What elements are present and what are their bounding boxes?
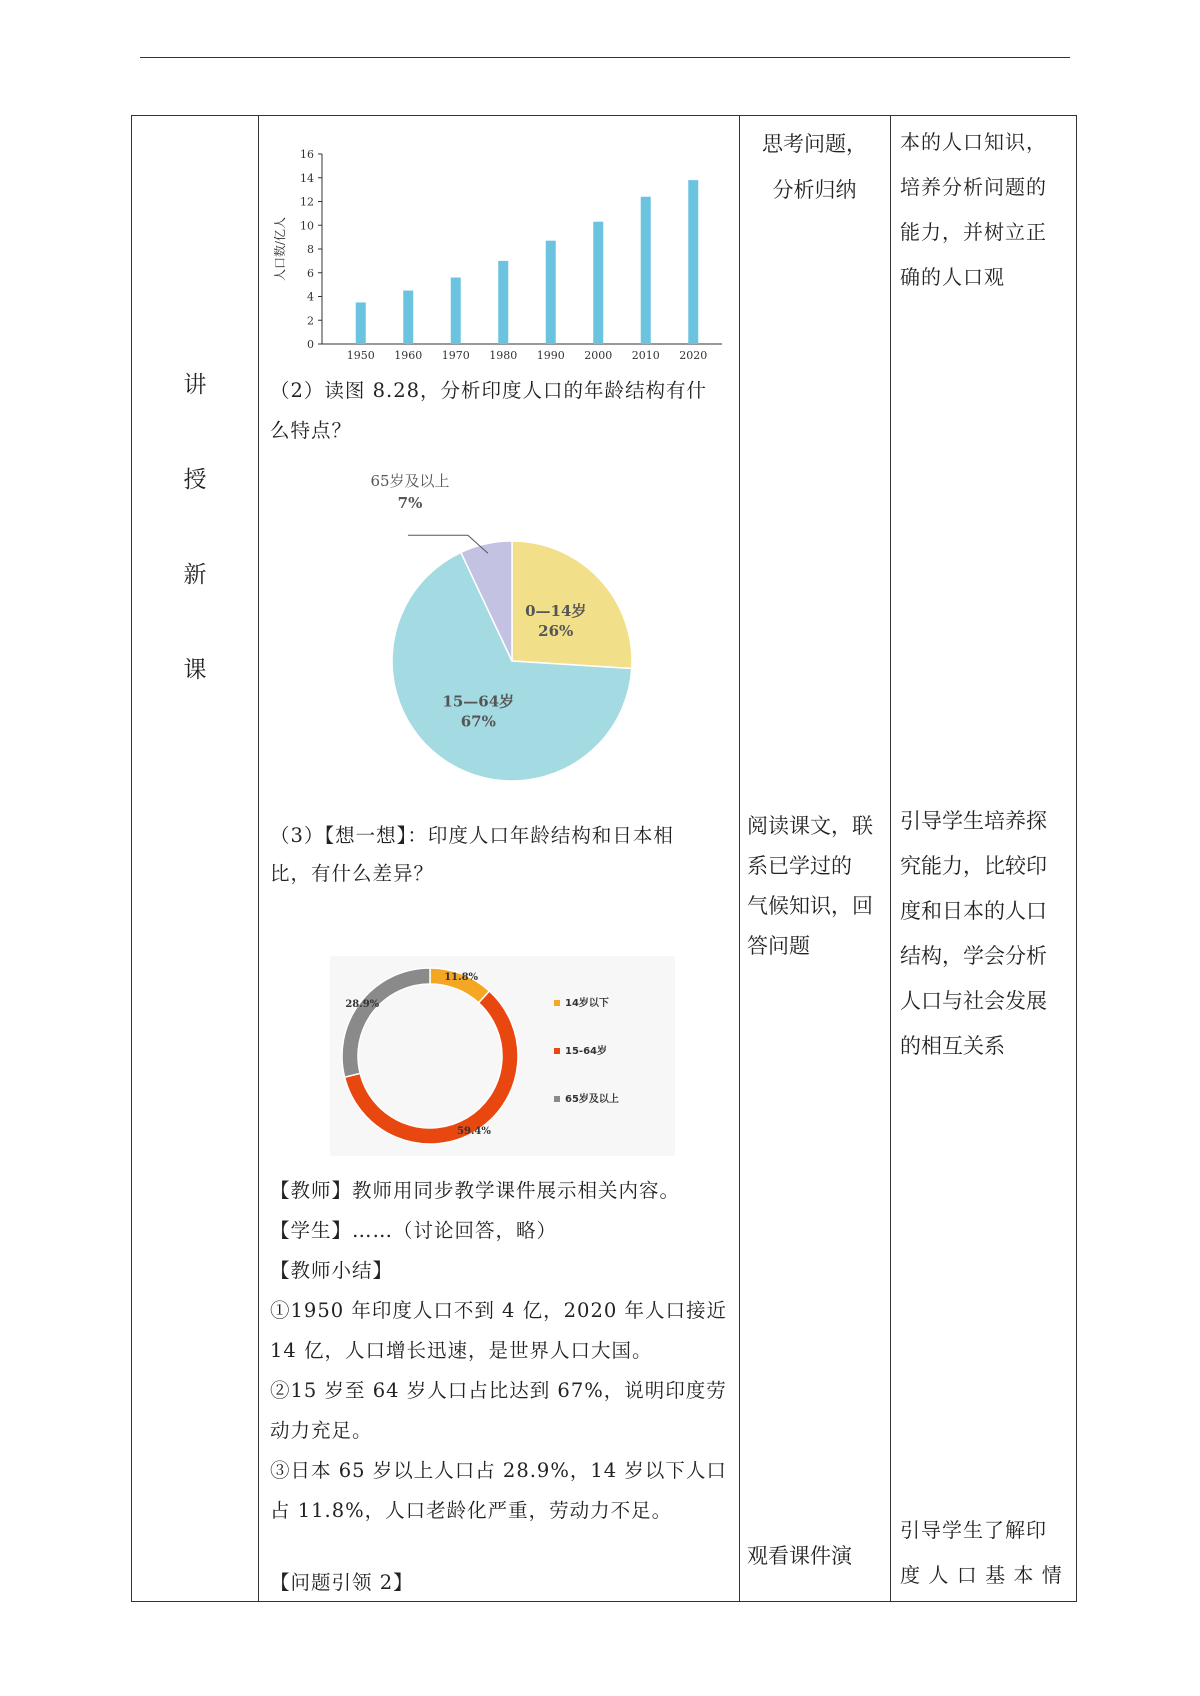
legend-swatch	[554, 1048, 560, 1054]
summary-1a: ①1950 年印度人口不到 4 亿，2020 年人口接近	[270, 1299, 727, 1322]
section-label-char: 讲	[183, 372, 207, 398]
legend-label: 14岁以下	[565, 998, 609, 1009]
y-tick-label: 12	[300, 195, 314, 209]
summary-3a: ③日本 65 岁以上人口占 28.9%，14 岁以下人口	[270, 1459, 727, 1482]
bar	[593, 222, 603, 344]
intent-3-line2: 度 人 口 基 本 情	[900, 1563, 1063, 1587]
activity-1-line2: 分析归纳	[772, 178, 857, 202]
lesson-table	[131, 115, 1077, 1602]
activity-3-line1: 观看课件演	[747, 1544, 852, 1568]
donut-slice-value: 11.8%	[444, 971, 479, 983]
summary-2b: 动力充足。	[270, 1419, 373, 1442]
y-tick-label: 14	[300, 171, 314, 185]
y-tick-label: 2	[307, 314, 314, 328]
question-3-line1: （3）【想一想】：印度人口年龄结构和日本相	[270, 824, 674, 847]
activity-2-line1: 阅读课文，联	[747, 814, 873, 838]
japan-age-donut-chart	[330, 956, 675, 1156]
india-age-pie-chart	[362, 456, 662, 796]
donut-slice	[342, 968, 430, 1077]
summary-1b: 14 亿，人口增长迅速，是世界人口大国。	[270, 1339, 653, 1362]
activity-2-line4: 答问题	[747, 934, 810, 958]
summary-title: 【教师小结】	[270, 1259, 394, 1282]
bar	[403, 291, 413, 344]
y-axis-label: 人口数/亿人	[273, 216, 287, 282]
column-divider	[890, 116, 891, 1601]
intent-2-line5: 人口与社会发展	[900, 989, 1047, 1013]
legend-label: 65岁及以上	[565, 1094, 619, 1105]
intent-1-line2: 培养分析问题的	[900, 175, 1047, 199]
question-3-line2: 比，有什么差异？	[270, 862, 435, 885]
india-population-bar-chart	[262, 134, 732, 364]
pie-slice-value: 67%	[460, 712, 496, 731]
bar	[641, 197, 651, 344]
guide-2: 【问题引领 2】	[270, 1571, 414, 1594]
y-tick-label: 16	[300, 148, 314, 161]
legend-swatch	[554, 1096, 560, 1102]
x-tick-label: 2020	[679, 349, 708, 362]
question-2-line1: （2）读图 8.28，分析印度人口的年龄结构有什	[270, 379, 708, 402]
x-tick-label: 2010	[631, 349, 660, 362]
intent-1-line1: 本的人口知识，	[900, 130, 1047, 154]
section-label-char: 授	[183, 467, 207, 493]
summary-3b: 占 11.8%，人口老龄化严重，劳动力不足。	[270, 1499, 673, 1522]
donut-slice-value: 59.4%	[457, 1125, 491, 1137]
student-line: 【学生】……（讨论回答，略）	[270, 1219, 558, 1242]
y-tick-label: 6	[307, 266, 314, 280]
intent-1-line4: 确的人口观	[900, 265, 1005, 289]
x-tick-label: 1970	[441, 349, 470, 362]
x-tick-label: 1950	[346, 349, 375, 362]
x-tick-label: 1990	[536, 349, 565, 362]
intent-2-line3: 度和日本的人口	[900, 899, 1047, 923]
pie-slice-value: 26%	[538, 621, 574, 640]
intent-1-line3: 能力，并树立正	[900, 220, 1047, 244]
pie-slice-value: 7%	[397, 494, 423, 512]
intent-2-line6: 的相互关系	[900, 1034, 1005, 1058]
activity-1-line1: 思考问题，	[762, 132, 867, 156]
x-tick-label: 2000	[584, 349, 613, 362]
intent-2-line1: 引导学生培养探	[900, 809, 1047, 833]
intent-3-line1: 引导学生了解印	[900, 1518, 1047, 1542]
x-tick-label: 1960	[394, 349, 423, 362]
bar	[546, 241, 556, 344]
pie-slice-label: 0—14岁	[525, 601, 587, 620]
teacher-line: 【教师】教师用同步教学课件展示相关内容。	[270, 1179, 681, 1202]
section-label-char: 课	[183, 657, 207, 683]
intent-2-line2: 究能力，比较印	[900, 854, 1047, 878]
legend-swatch	[554, 1000, 560, 1006]
pie-slice-label: 65岁及以上	[370, 472, 450, 490]
activity-2-line3: 气候知识，回	[747, 894, 873, 918]
bar	[498, 261, 508, 344]
x-tick-label: 1980	[489, 349, 518, 362]
activity-2-line2: 系已学过的	[747, 854, 852, 878]
question-2-line2: 么特点？	[270, 419, 353, 442]
y-tick-label: 4	[307, 290, 314, 304]
header-rule	[140, 57, 1070, 58]
y-tick-label: 10	[300, 219, 314, 233]
donut-slice-value: 28.9%	[345, 999, 380, 1011]
summary-2a: ②15 岁至 64 岁人口占比达到 67%，说明印度劳	[270, 1379, 727, 1402]
bar	[688, 180, 698, 344]
y-tick-label: 8	[307, 243, 314, 256]
section-label-char: 新	[183, 562, 207, 588]
pie-slice-label: 15—64岁	[442, 692, 515, 711]
y-tick-label: 0	[307, 338, 314, 351]
legend-label: 15-64岁	[565, 1046, 607, 1057]
bar	[356, 302, 366, 344]
bar	[451, 278, 461, 345]
column-divider	[258, 116, 259, 1601]
intent-2-line4: 结构，学会分析	[900, 944, 1047, 968]
